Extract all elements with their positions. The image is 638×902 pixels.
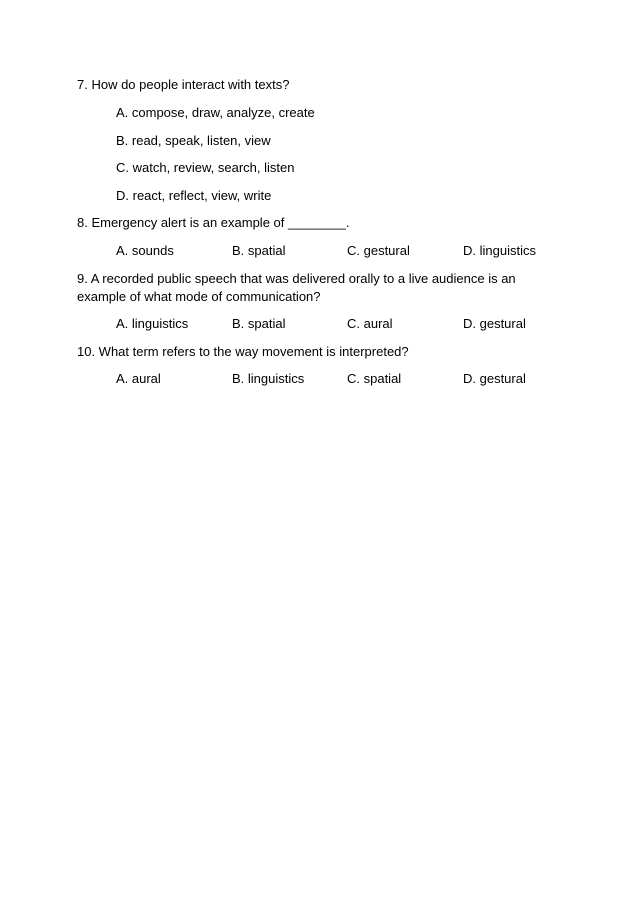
question-8-option-b: B. spatial: [232, 243, 286, 258]
question-9-option-b: B. spatial: [232, 316, 286, 331]
question-8-option-d: D. linguistics: [463, 243, 536, 258]
question-9-text-line-2: example of what mode of communication?: [77, 289, 321, 304]
question-9-option-d: D. gestural: [463, 316, 526, 331]
question-9-option-c: C. aural: [347, 316, 393, 331]
question-8-text: 8. Emergency alert is an example of ________.: [77, 215, 350, 230]
question-8-option-a: A. sounds: [116, 243, 174, 258]
question-8-option-c: C. gestural: [347, 243, 410, 258]
question-7-text: 7. How do people interact with texts?: [77, 77, 290, 92]
question-7-option-d: D. react, reflect, view, write: [116, 188, 272, 203]
question-10-option-c: C. spatial: [347, 371, 402, 386]
question-10-option-a: A. aural: [116, 371, 161, 386]
question-9-text-line-1: 9. A recorded public speech that was delivered orally to a live audience is an: [77, 271, 516, 286]
question-10-option-d: D. gestural: [463, 371, 526, 386]
question-7-option-a: A. compose, draw, analyze, create: [116, 105, 315, 120]
question-10-option-b: B. linguistics: [232, 371, 305, 386]
question-7-option-b: B. read, speak, listen, view: [116, 133, 271, 148]
question-10-text: 10. What term refers to the way movement is interpreted?: [77, 344, 409, 359]
question-7-option-c: C. watch, review, search, listen: [116, 160, 295, 175]
question-9-option-a: A. linguistics: [116, 316, 189, 331]
